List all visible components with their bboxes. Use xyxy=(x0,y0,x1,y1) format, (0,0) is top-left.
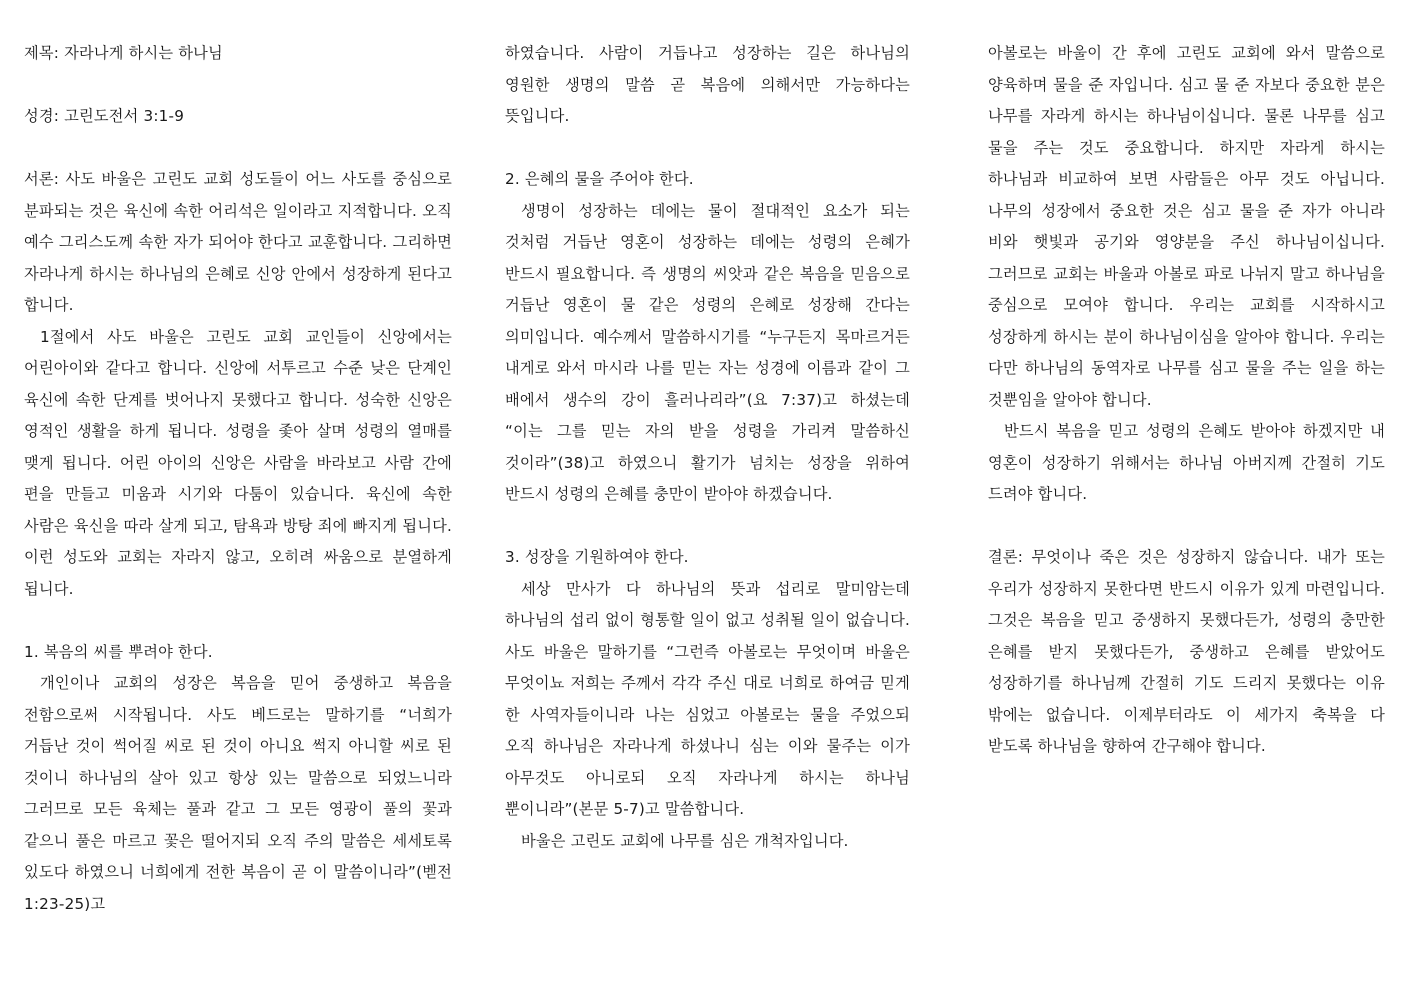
spacer xyxy=(505,511,910,543)
point-1-heading: 1. 복음의 씨를 뿌려야 한다. xyxy=(24,642,213,661)
point-3-body-2-continued: 아볼로는 바울이 간 후에 고린도 교회에 와서 말씀으로 양육하며 물을 준 자입니다. 심고 물 준 자보다 중요한 분은 나무를 자라게 하시는 하나님이십니다. 물론 나무를 심고 물을 주는 것도 중요합니다. 하지만 자라게 하시는 하나님과 비교하여 보면 사람들은 아무 것도 아닙니다. 나무의 성장에서 중요한 것은 심고 물을 준 자가 아니라 비와 햇빛과 공기와 영양분을 주신 하나님이십니다. 그러므로 교회는 바울과 아볼로 파로 나뉘지 말고 하나님을 중심으로 모여야 합니다. 우리는 교회를 시작하시고 성장하게 하시는 분이 하나님이심을 알아야 합니다. 우리는 다만 하나님의 동역자로 나무를 심고 물을 주는 일을 하는 것뿐임을 알아야 합니다. xyxy=(988,44,1385,409)
point-1-body-continued: 하였습니다. 사람이 거듭나고 성장하는 길은 하나님의 영원한 생명의 말씀 곧 복음에 의해서만 가능하다는 뜻입니다. xyxy=(505,44,910,125)
text-column-3 xyxy=(988,38,1385,763)
point-1-body: 개인이나 교회의 성장은 복음을 믿어 중생하고 복음을 전함으로써 시작됩니다. 사도 베드로는 말하기를 “너희가 거듭난 것이 썩어질 씨로 된 것이 아니요 썩지 아니할 씨로 된 것이니 하나님의 살아 있고 항상 있는 말씀으로 되었느니라 그러므로 모든 육체는 풀과 같고 그 모든 영광이 풀의 꽃과 같으니 풀은 마르고 꽃은 떨어지되 오직 주의 말씀은 세세토록 있도다 하였으니 너희에게 전한 복음이 곧 이 말씀이니라”(벧전 1:23-25)고 xyxy=(24,674,452,913)
introduction-paragraph: 서론: 사도 바울은 고린도 교회 성도들이 어느 사도를 중심으로 분파되는 것은 육신에 속한 어리석은 일이라고 지적합니다. 오직 예수 그리스도께 속한 자가 되어야 한다고 교훈합니다. 그리하면 자라나게 하시는 하나님의 은혜로 신앙 안에서 성장하게 된다고 합니다. xyxy=(24,170,452,314)
point-3-heading: 3. 성장을 기원하여야 한다. xyxy=(505,548,689,566)
introduction-paragraph-2: 1절에서 사도 바울은 고린도 교회 교인들이 신앙에서는 어린아이와 같다고 합니다. 신앙에 서투르고 수준 낮은 단계인 육신에 속한 단계를 벗어나지 못했다고 합니다. 성숙한 신앙은 영적인 생활을 하게 됩니다. 성령을 좇아 살며 성령의 열매를 맺게 됩니다. 어린 아이의 신앙은 사람을 바라보고 사람 간에 편을 만들고 미움과 시기와 다툼이 있습니다. 육신에 속한 사람은 육신을 따라 살게 되고, 탐욕과 방탕 죄에 빠지게 됩니다. 이런 성도와 교회는 자라지 않고, 오히려 싸움으로 분열하게 됩니다. xyxy=(24,327,452,598)
point-3-body-3: 반드시 복음을 믿고 성령의 은혜도 받아야 하겠지만 내 영혼이 성장하기 위해서는 하나님 아버지께 간절히 기도 드려야 합니다. xyxy=(988,422,1385,503)
spacer xyxy=(24,605,452,637)
scripture-reference: 성경: 고린도전서 3:1-9 xyxy=(24,107,185,125)
point-3-body: 세상 만사가 다 하나님의 뜻과 섭리로 말미암는데 하나님의 섭리 없이 형통할 일이 없고 성취될 일이 없습니다. 사도 바울은 말하기를 “그런즉 아볼로는 무엇이며 바울은 무엇이뇨 저희는 주께서 각각 주신 대로 너희로 하여금 믿게 한 사역자들이니라 나는 심었고 아볼로는 물을 주었으되 오직 하나님은 자라나게 하셨나니 심는 이와 물주는 이가 아무것도 아니로되 오직 자라나게 하시는 하나님 뿐이니라”(본문 5-7)고 말씀합니다. xyxy=(505,579,910,818)
text-column-1 xyxy=(24,38,452,920)
spacer xyxy=(505,133,910,165)
point-2-heading: 2. 은혜의 물을 주어야 한다. xyxy=(505,170,694,188)
conclusion-paragraph: 결론: 무엇이나 죽은 것은 성장하지 않습니다. 내가 또는 우리가 성장하지 못한다면 반드시 이유가 있게 마련입니다. 그것은 복음을 믿고 중생하지 못했다든가, 성령의 충만한 은혜를 받지 못했다든가, 중생하고 은혜를 받았어도 성장하기를 하나님께 간절히 기도 드리지 못했다는 이유 밖에는 없습니다. 이제부터라도 이 세가지 축복을 다 받도록 하나님을 향하여 간구해야 합니다. xyxy=(988,548,1385,755)
spacer xyxy=(24,70,452,102)
spacer xyxy=(988,511,1385,543)
point-3-body-2: 바울은 고린도 교회에 나무를 심은 개척자입니다. xyxy=(521,831,849,850)
point-2-body: 생명이 성장하는 데에는 물이 절대적인 요소가 되는 것처럼 거듭난 영혼이 성장하는 데에는 성령의 은혜가 반드시 필요합니다. 즉 생명의 씨앗과 같은 복음을 믿음으로 거듭난 영혼이 물 같은 성령의 은혜로 성장해 간다는 의미입니다. 예수께서 말씀하시기를 “누구든지 목마르거든 내게로 와서 마시라 나를 믿는 자는 성경에 이름과 같이 그 배에서 생수의 강이 흘러나리라”(요 7:37)고 하셨는데 “이는 그를 믿는 자의 받을 성령을 가리켜 말씀하신 것이라”(38)고 하였으니 활기가 넘치는 성장을 위하여 반드시 성령의 은혜를 충만이 받아야 하겠습니다. xyxy=(505,201,910,503)
sermon-title: 제목: 자라나게 하시는 하나님 xyxy=(24,44,223,62)
text-column-2 xyxy=(505,38,910,857)
spacer xyxy=(24,133,452,165)
